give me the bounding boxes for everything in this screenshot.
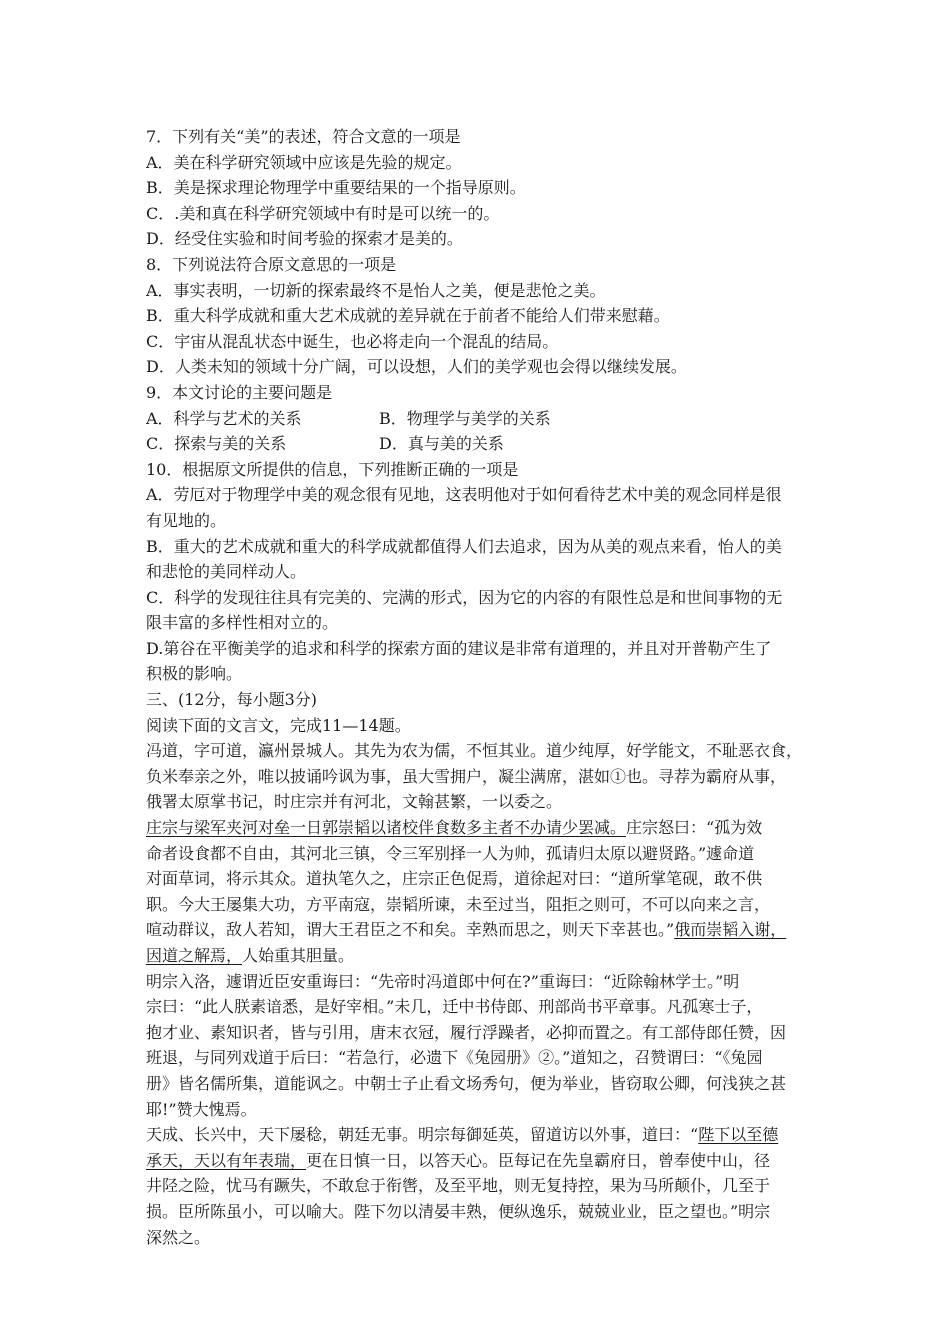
question-8-option-a: A．事实表明，一切新的探索最终不是怡人之美，便是悲怆之美。	[146, 280, 606, 300]
question-10-option-a-line-1: A．劳厄对于物理学中美的观念很有见地，这表明他对于如何看待艺术中美的观念同样是很	[146, 485, 782, 505]
question-9-option-d: D．真与美的关系	[379, 434, 504, 454]
question-7-option-c: C．.美和真在科学研究领域中有时是可以统一的。	[146, 203, 500, 223]
underlined-sentence-2-part-1: 俄而崇韬入谢，	[674, 920, 787, 940]
question-8-option-c: C．宇宙从混乱状态中诞生，也必将走向一个混乱的结局。	[146, 331, 559, 351]
question-8-stem: 8．下列说法符合原文意思的一项是	[146, 254, 397, 274]
document-body	[146, 124, 836, 1250]
question-7-option-a: A．美在科学研究领域中应该是先验的规定。	[146, 152, 462, 172]
passage-p4-line-5: 深然之。	[146, 1227, 211, 1247]
question-9-option-a: A．科学与艺术的关系	[146, 408, 302, 428]
question-10-option-c-line-2: 限丰富的多样性相对立的。	[146, 613, 339, 633]
passage-p1-line-1: 冯道，字可道，瀛州景城人。其先为农为儒，不恒其业。道少纯厚，好学能文，不耻恶衣食，	[146, 741, 803, 761]
passage-p3-line-5: 册》皆名儒所集，道能讽之。中朝士子止看文场秀句，便为举业，皆窃取公卿，何浅狭之甚	[146, 1073, 787, 1093]
section-3-instruction: 阅读下面的文言文，完成11—14题。	[146, 715, 411, 735]
question-10-option-d-line-2: 积极的影响。	[146, 664, 243, 684]
passage-p4-line-3: 井陉之险，忧马有蹶失，不敢怠于衔辔，及至平地，则无复持控，果为马所颠仆，几至于	[146, 1176, 771, 1196]
passage-p2-line-1: 庄宗与梁军夹河对垒一日郭崇韬以诸校伴食数多主者不办请少罢减。庄宗怒曰：“孤为效	[146, 818, 763, 838]
question-10-option-d-line-1: D.第谷在平衡美学的追求和科学的探索方面的建议是非常有道理的，并且对开普勒产生了	[146, 638, 772, 658]
underlined-sentence-3-part-1: 陛下以至德	[698, 1125, 779, 1145]
question-8-option-b: B．重大科学成就和重大艺术成就的差异就在于前者不能给人们带来慰藉。	[146, 306, 670, 326]
question-9-option-c: C．探索与美的关系	[146, 434, 287, 454]
question-9-options-row-2	[146, 431, 836, 457]
passage-p2-line-6: 因道之解焉，人始重其胆量。	[146, 946, 355, 965]
passage-p1-line-2: 负米奉亲之外，唯以披诵吟讽为事，虽大雪拥户，凝尘满席，湛如①也。寻荐为霸府从事，	[146, 766, 787, 786]
question-10-option-b-line-1: B．重大的艺术成就和重大的科学成就都值得人们去追求，因为从美的观点来看，怡人的美	[146, 536, 782, 556]
passage-p3-line-3: 抱才业、素知识者，皆与引用，唐末衣冠，履行浮躁者，必抑而置之。有工部侍郎任赞，因	[146, 1022, 787, 1042]
question-8-option-d: D．人类未知的领域十分广阔，可以设想，人们的美学观也会得以继续发展。	[146, 357, 687, 377]
passage-p2-line-4: 职。今大王屡集大功，方平南寇，崇韬所谏，未至过当，阻拒之则可，不可以向来之言，	[146, 894, 771, 914]
question-7-option-b: B．美是探求理论物理学中重要结果的一个指导原则。	[146, 178, 526, 198]
passage-p3-line-4: 班退，与同列戏道于后曰：“若急行，必遗下《兔园册》②。”道知之，召赞谓曰：“《兔园	[146, 1048, 763, 1068]
question-9-option-b: B．物理学与美学的关系	[379, 408, 551, 428]
passage-p4-line-1: 天成、长兴中，天下屡稔，朝廷无事。明宗每御延英，留道访以外事，道曰：“陛下以至德	[146, 1125, 779, 1145]
passage-p4-line-2: 承天，天以有年表瑞，更在日慎一日，以答天心。臣每记在先皇霸府日，曾奉使中山，径	[146, 1150, 771, 1170]
question-7-option-d: D．经受住实验和时间考验的探索才是美的。	[146, 229, 463, 249]
passage-p2-line-2: 命者设食都不自由，其河北三镇，令三军别择一人为帅，孤请归太原以避贤路。”遽命道	[146, 843, 755, 863]
passage-p1-line-3: 俄署太原掌书记，时庄宗并有河北，文翰甚繁，一以委之。	[146, 792, 563, 812]
question-9-stem: 9．本文讨论的主要问题是	[146, 382, 333, 402]
section-3-heading: 三、(12分，每小题3分)	[146, 690, 318, 710]
passage-p2-line-5: 喧动群议，敌人若知，谓大王君臣之不和矣。幸熟而思之，则天下幸甚也。”俄而崇韬入谢，	[146, 920, 787, 940]
question-10-option-c-line-1: C．科学的发现往往具有完美的、完满的形式，因为它的内容的有限性总是和世间事物的无	[146, 587, 783, 607]
question-10-option-a-line-2: 有见地的。	[146, 510, 227, 530]
underlined-sentence-3-part-2: 承天，天以有年表瑞，	[146, 1150, 307, 1170]
passage-p4-line-4: 损。臣所陈虽小，可以喻大。陛下勿以清晏丰熟，便纵逸乐，兢兢业业，臣之望也。”明宗	[146, 1201, 771, 1221]
question-10-stem: 10．根据原文所提供的信息，下列推断正确的一项是	[146, 459, 519, 479]
passage-p3-line-1: 明宗入洛，遽谓近臣安重诲曰：“先帝时冯道郎中何在?”重诲曰：“近除翰林学士。”明	[146, 971, 740, 991]
passage-p3-line-2: 宗曰：“此人朕素谙悉，是好宰相。”未几，迁中书侍郎、刑部尚书平章事。凡孤寒士子，	[146, 997, 763, 1017]
passage-p2-line-3: 对面草词，将示其众。道执笔久之，庄宗正色促焉，道徐起对曰：“道所掌笔砚，敢不供	[146, 869, 763, 889]
question-7-stem: 7．下列有关“美”的表述，符合文意的一项是	[146, 127, 461, 146]
underlined-sentence-1: 庄宗与梁军夹河对垒一日郭崇韬以诸校伴食数多主者不办请少罢减。	[146, 818, 627, 838]
underlined-sentence-2-part-2: 因道之解焉，	[146, 946, 243, 965]
passage-p3-line-6: 耶!”赞大愧焉。	[146, 1099, 257, 1119]
question-10-option-b-line-2: 和悲怆的美同样动人。	[146, 562, 307, 582]
question-9-options-row-1	[146, 406, 836, 432]
